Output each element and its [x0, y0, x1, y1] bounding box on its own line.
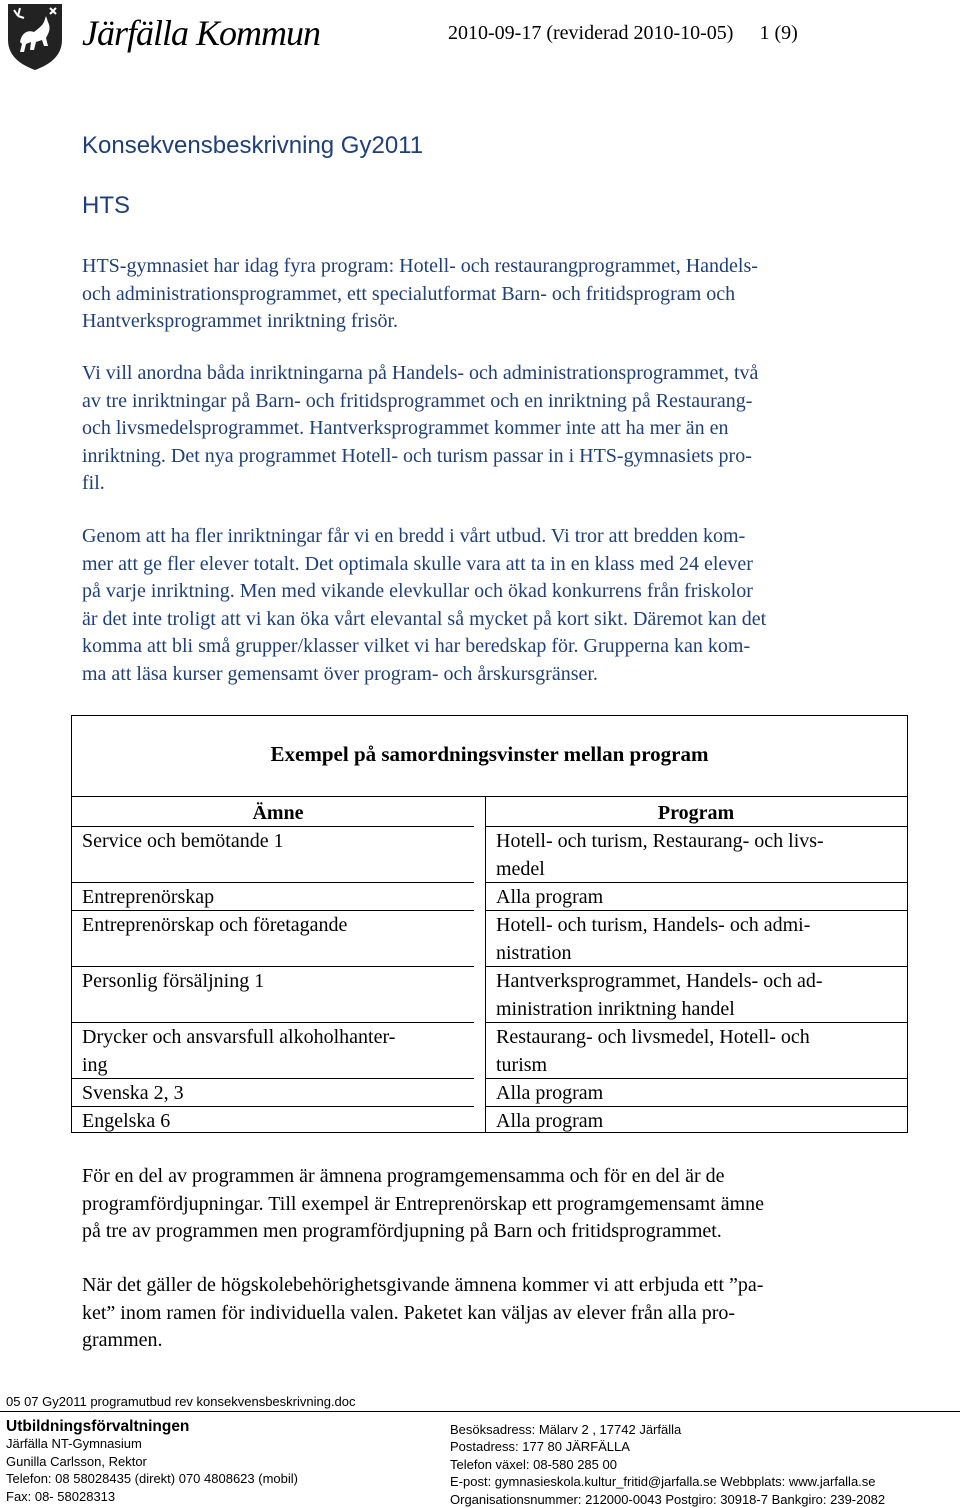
row-rule — [71, 1022, 474, 1023]
footer-line: Telefon växel: 08-580 285 00 — [450, 1456, 617, 1472]
row-rule — [71, 966, 474, 967]
table-cell-subject: Engelska 6 — [82, 1110, 171, 1132]
table-cell-subject: Entreprenörskap och företagande — [82, 914, 348, 936]
table-cell-program: Hantverksprogrammet, Handels- och ad- ministration inriktning handel — [496, 970, 823, 1020]
row-rule — [486, 1078, 908, 1079]
footer-line: Telefon: 08 58028435 (direkt) 070 4808623 (mobil) — [6, 1471, 298, 1487]
table-title: Exempel på samordningsvinster mellan program — [270, 742, 709, 766]
text-line: HTS-gymnasiet har idag fyra program: Hotell- och restaurangprogrammet, Handels- — [82, 255, 758, 277]
footer-line: E-post: gymnasieskola.kultur_fritid@jarfalla.se Webbplats: www.jarfalla.se — [450, 1474, 876, 1490]
text-line: fil. — [82, 472, 105, 494]
text-line: Vi vill anordna båda inriktningarna på Handels- och administrationsprogrammet, två — [82, 362, 759, 384]
footer-line: Gunilla Carlsson, Rektor — [6, 1453, 147, 1469]
text-line: Genom att ha fler inriktningar får vi en bredd i vårt utbud. Vi tror att bredden kom- — [82, 525, 746, 547]
text-line: ma att läsa kurser gemensamt över program- och årskursgränser. — [82, 662, 598, 685]
row-rule — [71, 1078, 474, 1079]
paragraph-breadth — [82, 523, 892, 688]
footer-right — [450, 1421, 885, 1508]
row-rule — [486, 966, 908, 967]
text-line: och administrationsprogrammet, ett specialutformat Barn- och fritidsprogram och — [82, 282, 736, 305]
text-line: Hantverksprogrammet inriktning frisör. — [82, 310, 399, 332]
table-cell-subject: Service och bemötande 1 — [82, 830, 284, 852]
paragraph-plans — [82, 360, 892, 498]
footer-org-name: Utbildningsförvaltningen — [6, 1418, 190, 1435]
table-cell-subject: Drycker och ansvarsfull alkoholhanter- ing — [82, 1026, 396, 1076]
paragraph-program-subjects — [82, 1163, 892, 1246]
document-meta — [448, 22, 798, 45]
text-line: För en del av programmen är ämnena programgemensamma och för en del är de — [82, 1165, 725, 1187]
text-line: ket” inom ramen för individuella valen. Paketet kan väljas av elever från alla pro- — [82, 1301, 736, 1324]
footer-line: Postadress: 177 80 JÄRFÄLLA — [450, 1439, 630, 1455]
text-line: är det inte troligt att vi kan öka vårt elevantal så mycket på kort sikt. Däremot kan det — [82, 607, 767, 630]
row-rule — [71, 826, 474, 827]
text-line: och livsmedelsprogrammet. Hantverksprogrammet kommer inte att ha mer än en — [82, 417, 729, 439]
text-line: inriktning. Det nya programmet Hotell- och turism passar in i HTS-gymnasiets pro- — [82, 444, 752, 467]
table-cell-program: Alla program — [496, 1082, 604, 1104]
table-cell-subject: Svenska 2, 3 — [82, 1082, 184, 1104]
row-rule — [486, 1106, 908, 1107]
text-line: När det gäller de högskolebehörighetsgivande ämnena kommer vi att erbjuda ett ”pa- — [82, 1274, 764, 1296]
row-rule — [486, 910, 908, 911]
footer-line: Fax: 08- 58028313 — [6, 1488, 116, 1504]
paragraph-intro — [82, 253, 892, 336]
page-title: Konsekvensbeskrivning Gy2011 — [82, 132, 424, 159]
table-column-divider — [485, 796, 486, 1133]
text-line: på tre av programmen men programfördjupning på Barn och fritidsprogrammet. — [82, 1220, 722, 1242]
logo-wordmark: Järfälla Kommun — [82, 13, 321, 53]
text-line: grammen. — [82, 1329, 163, 1351]
row-rule — [486, 882, 908, 883]
table-cell-program: Hotell- och turism, Handels- och admi- nistration — [496, 914, 811, 964]
footer-filename: 05 07 Gy2011 programutbud rev konsekvensbeskrivning.doc — [6, 1394, 356, 1409]
text-line: programfördjupningar. Till exempel är Entreprenörskap ett programgemensamt ämne — [82, 1192, 765, 1215]
footer-line: Besöksadress: Mälarv 2 , 17742 Järfälla — [450, 1422, 682, 1437]
table-cell-program: Alla program — [496, 1110, 604, 1132]
footer-line: Organisationsnummer: 212000-0043 Postgiro: 30918-7 Bankgiro: 239-2082 — [450, 1491, 886, 1507]
footer-left — [6, 1418, 298, 1505]
column-header-program: Program — [657, 802, 735, 824]
footer-line: Järfälla NT-Gymnasium — [6, 1436, 142, 1452]
text-line: mer att ge fler elever totalt. Det optimala skulle vara att ta in en klass med 24 elever — [82, 552, 753, 575]
footer-rule — [0, 1411, 960, 1412]
text-line: komma att bli små grupper/klasser vilket vi har beredskap för. Grupperna kan kom- — [82, 635, 751, 657]
column-header-subject: Ämne — [252, 802, 304, 824]
municipal-crest-icon — [6, 2, 64, 72]
table-divider — [71, 796, 908, 797]
table-cell-program: Restaurang- och livsmedel, Hotell- och turism — [496, 1026, 810, 1076]
row-rule — [71, 882, 474, 883]
row-rule — [486, 1022, 908, 1023]
table-cell-subject: Personlig försäljning 1 — [82, 970, 265, 992]
text-line: på varje inriktning. Men med vikande elevkullar och ökad konkurrens från friskolor — [82, 580, 753, 602]
section-heading: HTS — [82, 192, 130, 219]
page-number: 1 (9) — [759, 22, 798, 44]
row-rule — [71, 910, 474, 911]
table-cell-program: Hotell- och turism, Restaurang- och livs- medel — [496, 830, 824, 880]
row-rule — [486, 826, 908, 827]
table-cell-subject: Entreprenörskap — [82, 886, 215, 908]
paragraph-university-package — [82, 1272, 892, 1355]
document-date: 2010-09-17 (reviderad 2010-10-05) — [448, 22, 734, 44]
text-line: av tre inriktningar på Barn- och fritidsprogrammet och en inriktning på Restaurang- — [82, 389, 753, 412]
row-rule — [71, 1106, 474, 1107]
table-cell-program: Alla program — [496, 886, 604, 908]
